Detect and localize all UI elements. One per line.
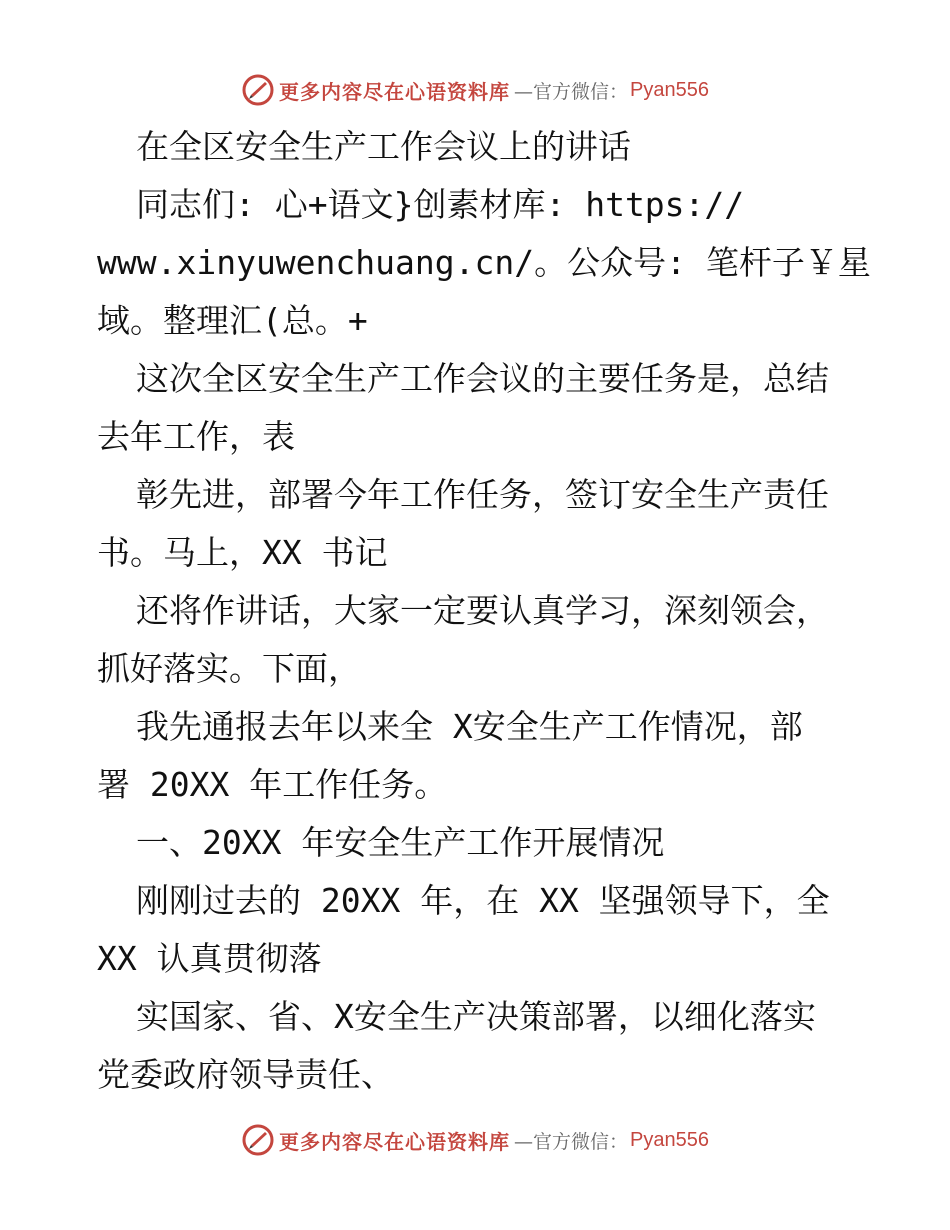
banner-account: Pyan556 — [630, 78, 709, 101]
text-line: www.xinyuwenchuang.cn/。公众号: 笔杆子￥星 — [97, 243, 871, 282]
banner-title: 更多内容尽在心语资料库 — [279, 79, 510, 104]
text-line: 书。马上，XX 书记 — [97, 533, 388, 572]
text-line: 去年工作，表 — [97, 417, 295, 456]
banner-separator: —官方微信： — [514, 80, 629, 103]
banner-title: 更多内容尽在心语资料库 — [279, 1129, 510, 1154]
text-line: 这次全区安全生产工作会议的主要任务是，总结 — [136, 359, 829, 398]
banner-separator: —官方微信： — [514, 1130, 629, 1153]
section-heading: 一、20XX 年安全生产工作开展情况 — [136, 823, 665, 862]
header-banner — [0, 70, 950, 110]
text-line: XX 认真贯彻落 — [97, 939, 322, 978]
footer-banner — [0, 1120, 950, 1160]
text-line: 刚刚过去的 20XX 年，在 XX 坚强领导下，全 — [136, 881, 830, 920]
text-line: 还将作讲话，大家一定要认真学习，深刻领会， — [136, 591, 829, 630]
text-line: 抓好落实。下面， — [97, 649, 361, 688]
banner-account: Pyan556 — [630, 1128, 709, 1151]
logo-icon — [241, 73, 275, 107]
logo-icon — [241, 1123, 275, 1157]
doc-title: 在全区安全生产工作会议上的讲话 — [136, 127, 631, 166]
text-line: 同志们: 心+语文}创素材库: https:// — [136, 185, 745, 224]
text-line: 署 20XX 年工作任务。 — [97, 765, 448, 804]
text-line: 党委政府领导责任、 — [97, 1055, 394, 1094]
text-line: 我先通报去年以来全 X安全生产工作情况，部 — [136, 707, 803, 746]
text-line: 彰先进，部署今年工作任务，签订安全生产责任 — [136, 475, 829, 514]
text-line: 实国家、省、X安全生产决策部署，以细化落实 — [136, 997, 816, 1036]
text-line: 域。整理汇(总。+ — [97, 301, 368, 340]
